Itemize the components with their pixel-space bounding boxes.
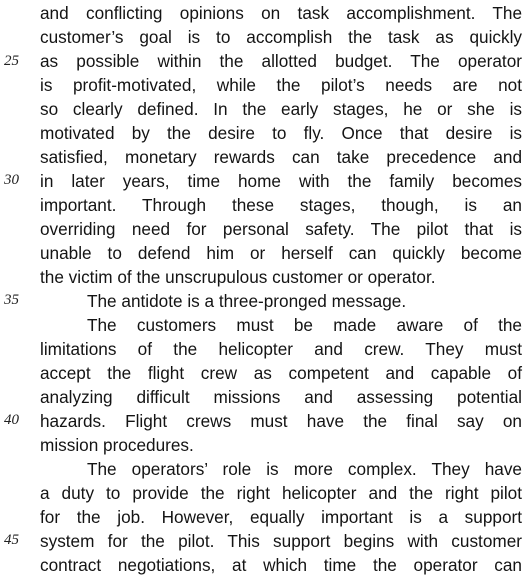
line-number-35: 35 bbox=[4, 292, 19, 308]
text-line: for the job. However, equally important is a support bbox=[40, 507, 522, 527]
text-line: contract negotiations, at which time the operator can bbox=[40, 555, 522, 575]
text-line: so clearly defined. In the early stages, he or she is bbox=[40, 99, 522, 119]
text-line: overriding need for personal safety. The pilot that is bbox=[40, 219, 522, 239]
text-line: unable to defend him or herself can quickly become bbox=[40, 243, 522, 263]
line-number-45: 45 bbox=[4, 532, 19, 548]
text-line: limitations of the helicopter and crew. They must bbox=[40, 339, 522, 359]
text-line: customer’s goal is to accomplish the task as quickly bbox=[40, 27, 522, 47]
text-line: mission procedures. bbox=[40, 435, 194, 455]
text-line: system for the pilot. This support begins with customer bbox=[40, 531, 522, 551]
text-line: accept the flight crew as competent and capable of bbox=[40, 363, 522, 383]
text-line: The antidote is a three-pronged message. bbox=[87, 291, 407, 311]
text-line: the victim of the unscrupulous customer or operator. bbox=[40, 267, 436, 287]
text-line: satisfied, monetary rewards can take precedence and bbox=[40, 147, 522, 167]
text-line: as possible within the allotted budget. The operator bbox=[40, 51, 522, 71]
text-line: important. Through these stages, though, is an bbox=[40, 195, 522, 215]
line-number-40: 40 bbox=[4, 412, 19, 428]
line-number-25: 25 bbox=[4, 53, 19, 69]
text-line: and conflicting opinions on task accomplishment. The bbox=[40, 3, 522, 23]
text-line: The operators’ role is more complex. They have bbox=[87, 459, 522, 479]
line-number-30: 30 bbox=[4, 172, 19, 188]
text-line: analyzing difficult missions and assessing potential bbox=[40, 387, 522, 407]
text-line: in later years, time home with the family becomes bbox=[40, 171, 522, 191]
text-line: motivated by the desire to fly. Once that desire is bbox=[40, 123, 522, 143]
text-line: The customers must be made aware of the bbox=[87, 315, 522, 335]
text-line: hazards. Flight crews must have the final say on bbox=[40, 411, 522, 431]
text-line: is profit-motivated, while the pilot’s needs are not bbox=[40, 75, 522, 95]
text-line: a duty to provide the right helicopter and the right pilot bbox=[40, 483, 522, 503]
